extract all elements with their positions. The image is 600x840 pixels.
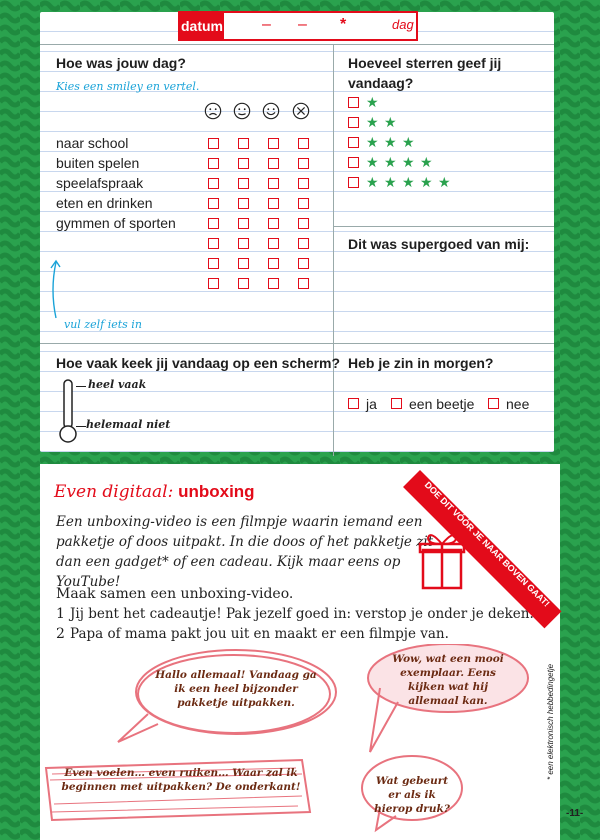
date-star: * (340, 16, 347, 33)
smiley-checkbox[interactable] (298, 138, 309, 149)
star-icon: ★ (402, 154, 415, 170)
sad-face-icon[interactable] (204, 102, 222, 120)
smiley-checkbox[interactable] (208, 258, 219, 269)
smiley-checkbox[interactable] (208, 238, 219, 249)
smiley-checkbox[interactable] (238, 198, 249, 209)
stars-question-title: vandaag? (348, 75, 414, 91)
smiley-checkbox[interactable] (238, 238, 249, 249)
day-question-title: Hoe was jouw dag? (56, 55, 186, 71)
smiley-checkbox[interactable] (208, 218, 219, 229)
smiley-checkbox[interactable] (208, 158, 219, 169)
date-separator: – (298, 16, 307, 33)
activity-label: gymmen of sporten (56, 215, 176, 231)
star-icon: ★ (384, 174, 397, 190)
day-question-subtitle: Kies een smiley en vertel. (56, 80, 200, 93)
supergoed-title: Dit was supergoed van mij: (348, 236, 530, 252)
unboxing-title (54, 482, 255, 502)
star-checkbox[interactable] (348, 157, 359, 168)
star-icon: ★ (384, 134, 397, 150)
divider (334, 226, 554, 227)
tick (76, 426, 86, 427)
bubble-text: Wow, wat een mooi exemplaar. Eens kijken wat hij allemaal kan. (392, 653, 504, 707)
gift-icon (418, 530, 466, 590)
star-icon: ★ (366, 154, 379, 170)
smiley-checkbox[interactable] (268, 138, 279, 149)
star-icon: ★ (366, 134, 379, 150)
star-icon: ★ (366, 114, 379, 130)
tick (76, 386, 86, 387)
smiley-checkbox[interactable] (298, 278, 309, 289)
activity-label: speelafspraak (56, 175, 144, 191)
smiley-checkbox[interactable] (268, 178, 279, 189)
page-number: -11- (566, 808, 584, 819)
smiley-checkbox[interactable] (268, 218, 279, 229)
step-number: 2 (56, 626, 65, 642)
smiley-checkbox[interactable] (238, 158, 249, 169)
tomorrow-question-title: Heb je zin in morgen? (348, 355, 494, 371)
smiley-checkbox[interactable] (238, 138, 249, 149)
option-checkbox[interactable] (391, 398, 402, 409)
smiley-checkbox[interactable] (298, 198, 309, 209)
divider (40, 343, 554, 344)
thermometer-icon[interactable] (56, 378, 80, 444)
smiley-checkbox[interactable] (208, 178, 219, 189)
column-divider (333, 44, 334, 456)
happy-face-icon[interactable] (262, 102, 280, 120)
smiley-checkbox[interactable] (208, 278, 219, 289)
star-icon: ★ (384, 114, 397, 130)
step-number: 1 (56, 606, 65, 622)
smiley-checkbox[interactable] (268, 238, 279, 249)
smiley-checkbox[interactable] (238, 178, 249, 189)
smiley-checkbox[interactable] (268, 198, 279, 209)
activity-label: naar school (56, 135, 129, 151)
date-label: datum (180, 13, 224, 39)
bubble-text: Wat gebeurt er als ik hierop druk? (374, 775, 450, 815)
corner-ribbon: DOE DIT VÓÓR JE NAAR BOVEN GAAT! (403, 470, 561, 628)
smiley-checkbox[interactable] (298, 238, 309, 249)
date-separator: – (262, 16, 271, 33)
smiley-checkbox[interactable] (298, 158, 309, 169)
smiley-checkbox[interactable] (208, 138, 219, 149)
unboxing-intro: Een unboxing-video is een filmpje waarin iemand een pakketje of doos uitpakt. In die doos of het pakketje zit dan een gadget* of een cadeau. Kijk maar eens op YouTube! (56, 514, 434, 590)
fill-in-hint: vul zelf iets in (64, 318, 142, 331)
smiley-checkbox[interactable] (208, 198, 219, 209)
star-icon: ★ (366, 94, 379, 110)
smiley-checkbox[interactable] (298, 178, 309, 189)
smiley-checkbox[interactable] (238, 258, 249, 269)
smiley-checkbox[interactable] (238, 278, 249, 289)
star-icon: ★ (438, 174, 451, 190)
option-label: een beetje (409, 396, 475, 412)
scale-top-label: heel vaak (88, 378, 147, 391)
neutral-face-icon[interactable] (233, 102, 251, 120)
smiley-checkbox[interactable] (268, 278, 279, 289)
smiley-checkbox[interactable] (298, 258, 309, 269)
star-icon: ★ (420, 154, 433, 170)
star-icon: ★ (402, 174, 415, 190)
star-checkbox[interactable] (348, 97, 359, 108)
title-bold: unboxing (178, 482, 255, 501)
smiley-checkbox[interactable] (268, 258, 279, 269)
star-icon: ★ (420, 174, 433, 190)
step-text: Jij bent het cadeautje! Pak jezelf goed in: verstop je onder je deken. (70, 606, 534, 622)
star-checkbox[interactable] (348, 177, 359, 188)
screen-question-title: Hoe vaak keek jij vandaag op een scherm? (56, 355, 341, 371)
star-checkbox[interactable] (348, 137, 359, 148)
star-icon: ★ (366, 174, 379, 190)
activity-label: eten en drinken (56, 195, 153, 211)
option-label: nee (506, 396, 530, 412)
stars-question-title: Hoeveel sterren geef jij (348, 55, 502, 71)
star-icon: ★ (384, 154, 397, 170)
option-checkbox[interactable] (488, 398, 499, 409)
option-label: ja (366, 396, 377, 412)
bubble-text: Hallo allemaal! Vandaag ga ik een heel bijzonder pakketje uitpakken. (155, 669, 317, 709)
day-label: dag (392, 17, 414, 32)
footnote: * een elektronisch hebbedingetje (546, 663, 555, 780)
star-checkbox[interactable] (348, 117, 359, 128)
make-instruction: Maak samen een unboxing-video. (56, 586, 294, 602)
option-checkbox[interactable] (348, 398, 359, 409)
step-text: Papa of mama pakt jou uit en maakt er een filmpje van. (70, 626, 449, 642)
date-bar[interactable] (178, 11, 418, 41)
divider (40, 44, 554, 45)
title-script: Even digitaal: (54, 482, 174, 502)
smiley-checkbox[interactable] (298, 218, 309, 229)
bubble-text: Even voelen… even ruiken… Waar zal ik beginnen met uitpakken? De onderkant! (61, 767, 301, 793)
activity-label: buiten spelen (56, 155, 140, 171)
star-icon: ★ (402, 134, 415, 150)
cross-icon[interactable] (292, 102, 310, 120)
scale-bottom-label: helemaal niet (86, 418, 171, 431)
smiley-checkbox[interactable] (238, 218, 249, 229)
arrow-up-icon (46, 258, 66, 320)
smiley-checkbox[interactable] (268, 158, 279, 169)
